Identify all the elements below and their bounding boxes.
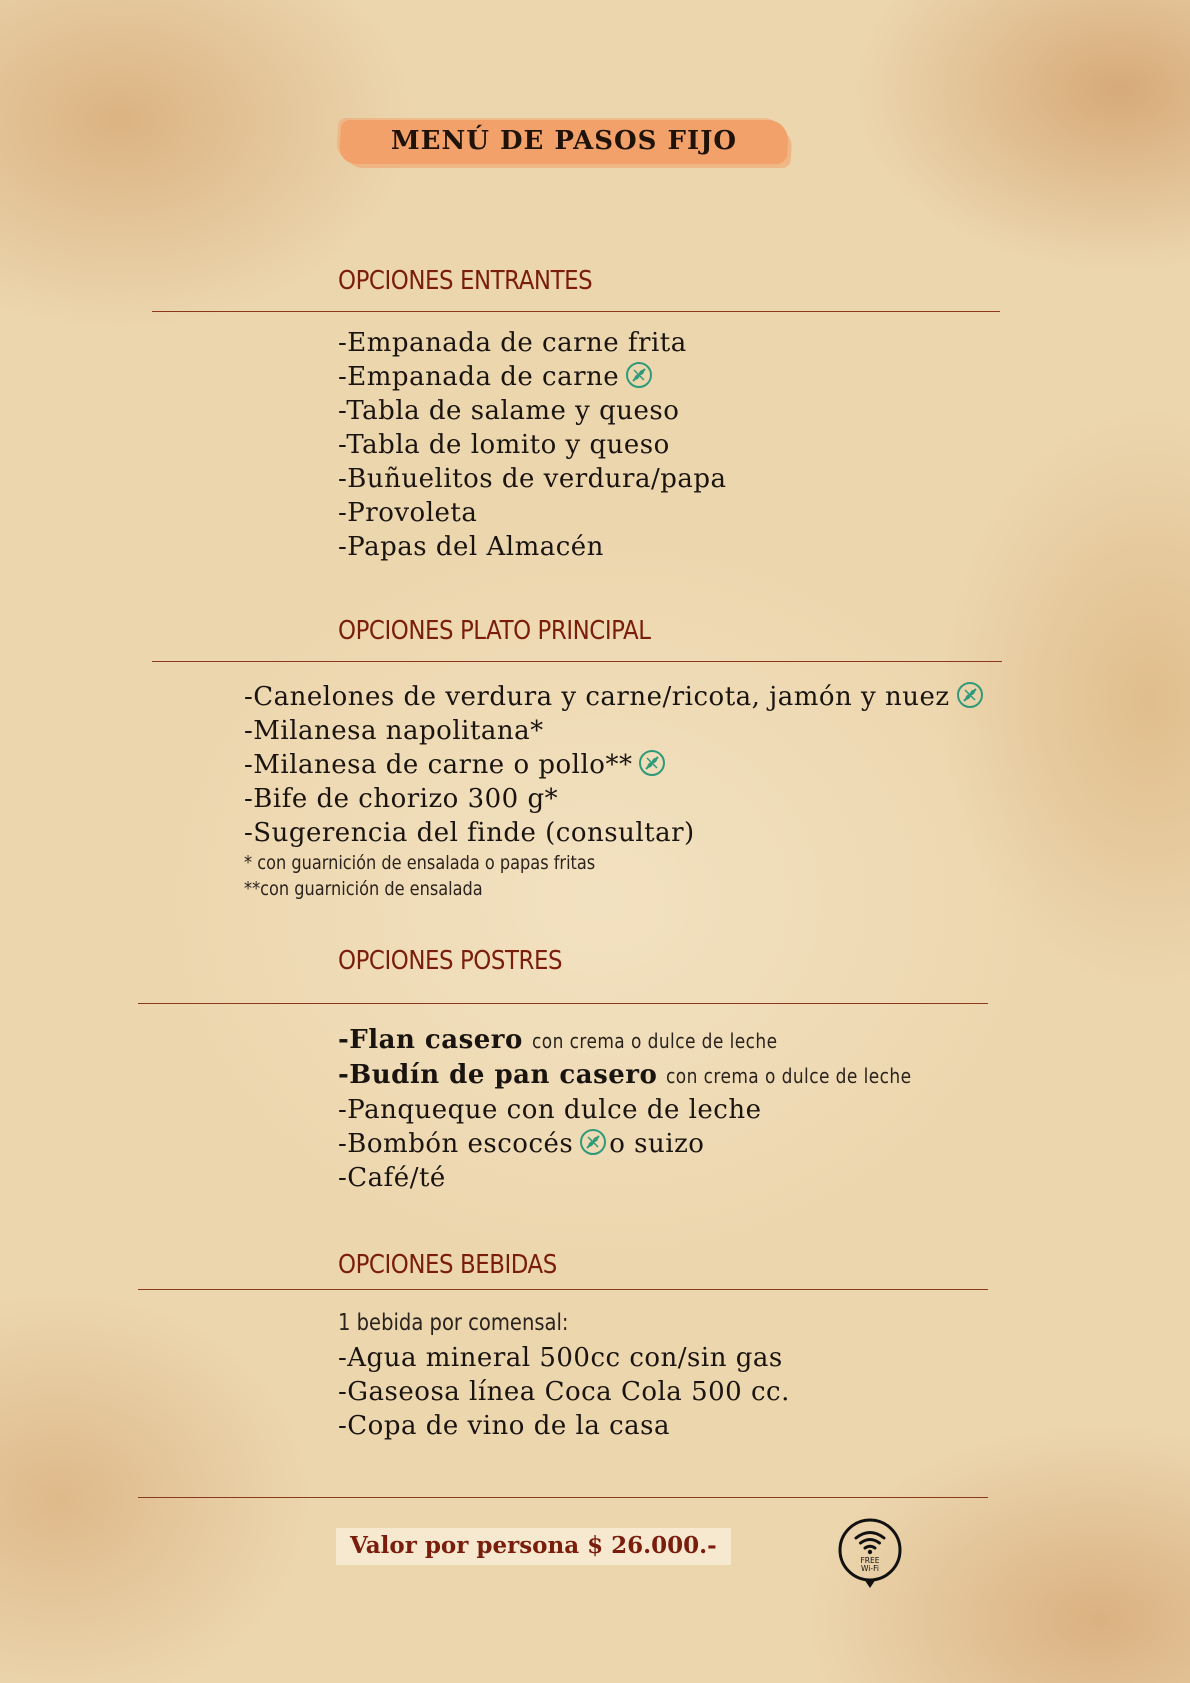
list-item: -Empanada de carne bbox=[338, 360, 727, 394]
postres-list bbox=[338, 1023, 955, 1195]
gluten-free-icon bbox=[625, 361, 653, 389]
list-item: -Papas del Almacén bbox=[338, 532, 604, 562]
section-divider bbox=[152, 311, 1000, 312]
entrantes-list bbox=[338, 326, 727, 564]
section-heading-bebidas: OPCIONES BEBIDAS bbox=[338, 1250, 557, 1280]
price-label: Valor por persona $ 26.000.- bbox=[336, 1528, 731, 1565]
gluten-free-icon bbox=[638, 749, 666, 777]
list-item: -Tabla de salame y queso bbox=[338, 396, 680, 426]
section-heading-postres: OPCIONES POSTRES bbox=[338, 946, 563, 976]
list-item: -Budín de pan casero con crema o dulce de leche bbox=[338, 1060, 912, 1090]
section-divider bbox=[152, 661, 1002, 662]
list-item: -Tabla de lomito y queso bbox=[338, 430, 670, 460]
bebidas-intro: 1 bebida por comensal: bbox=[338, 1310, 569, 1336]
section-heading-principal: OPCIONES PLATO PRINCIPAL bbox=[338, 616, 651, 646]
list-item: -Milanesa napolitana* bbox=[244, 716, 544, 746]
list-item: -Gaseosa línea Coca Cola 500 cc. bbox=[338, 1377, 790, 1407]
wifi-icon bbox=[836, 1516, 908, 1594]
list-item: -Provoleta bbox=[338, 498, 478, 528]
list-item: -Milanesa de carne o pollo** bbox=[244, 748, 984, 782]
section-heading-entrantes: OPCIONES ENTRANTES bbox=[338, 266, 593, 296]
list-item: -Canelones de verdura y carne/ricota, jamón y nuez bbox=[244, 680, 984, 714]
list-item: -Sugerencia del finde (consultar) bbox=[244, 818, 695, 848]
gluten-free-icon bbox=[956, 681, 984, 709]
list-item: -Copa de vino de la casa bbox=[338, 1411, 670, 1441]
list-item: -Flan casero con crema o dulce de leche bbox=[338, 1025, 778, 1055]
footer-divider bbox=[138, 1497, 988, 1498]
list-item: -Bife de chorizo 300 g* bbox=[244, 784, 559, 814]
menu-title-banner bbox=[340, 114, 788, 176]
wifi-label-text: Wi-Fi bbox=[861, 1564, 879, 1573]
list-item: -Café/té bbox=[338, 1163, 446, 1193]
wifi-free-text: FREE bbox=[860, 1556, 880, 1565]
list-item: -Agua mineral 500cc con/sin gas bbox=[338, 1343, 783, 1373]
page-title: MENÚ DE PASOS FIJO bbox=[390, 126, 738, 156]
footnote: **con guarnición de ensalada bbox=[244, 878, 483, 900]
list-item: -Panqueque con dulce de leche bbox=[338, 1095, 762, 1125]
list-item: -Bombón escocés o suizo bbox=[338, 1129, 705, 1159]
bebidas-list bbox=[338, 1341, 790, 1443]
list-item: -Buñuelitos de verdura/papa bbox=[338, 464, 727, 494]
principal-list bbox=[244, 680, 984, 902]
footnote: * con guarnición de ensalada o papas fritas bbox=[244, 852, 596, 874]
section-divider bbox=[138, 1003, 988, 1004]
list-item: -Empanada de carne frita bbox=[338, 328, 687, 358]
section-divider bbox=[138, 1289, 988, 1290]
gluten-free-icon bbox=[579, 1128, 607, 1156]
